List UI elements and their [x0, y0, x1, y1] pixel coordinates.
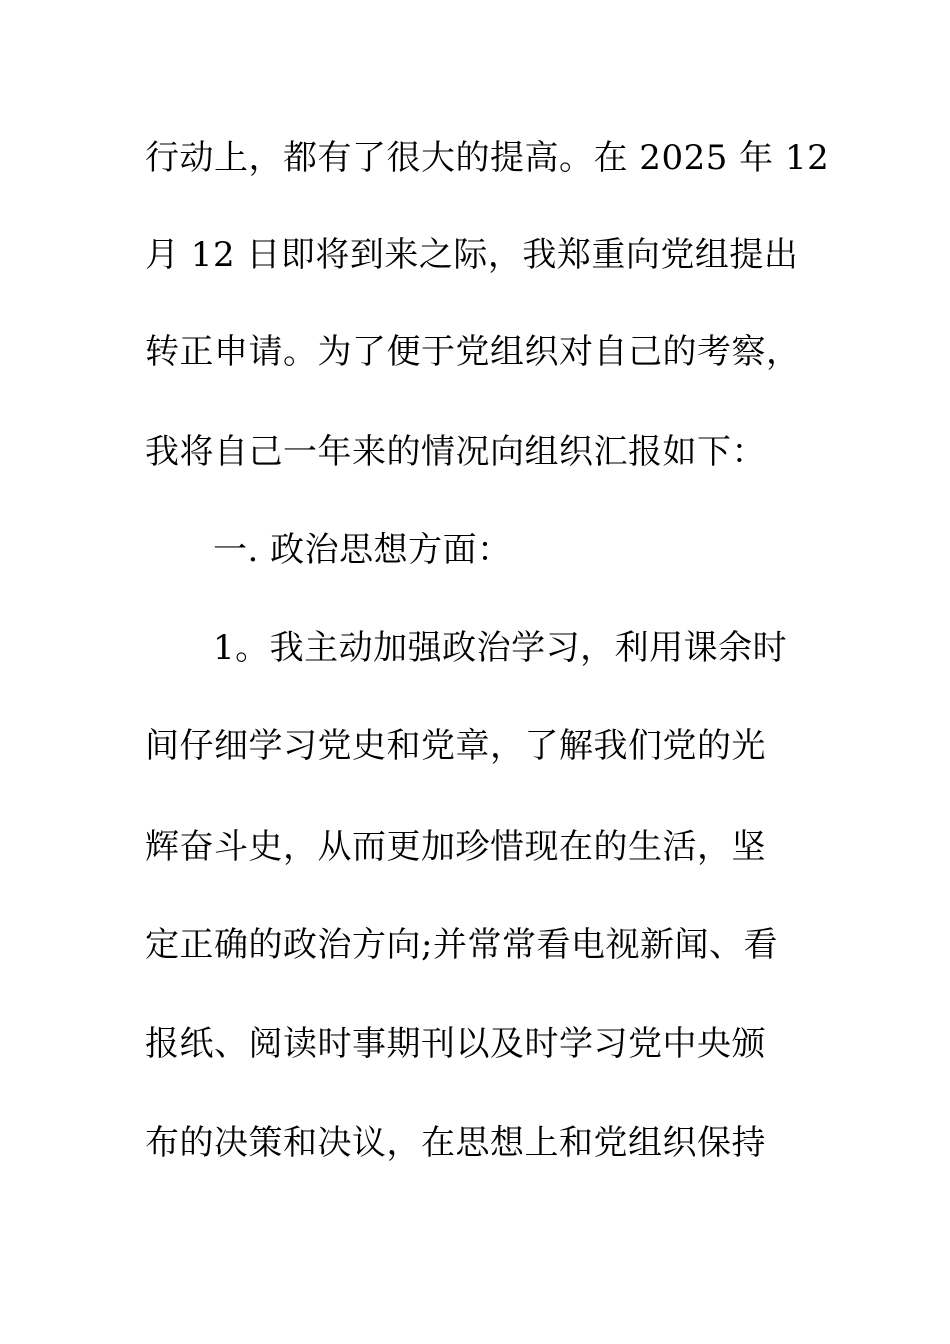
section-heading: 一. 政治思想方面：	[213, 530, 512, 570]
body-line-10: 报纸、阅读时事期刊以及时学习党中央颁	[145, 1024, 766, 1064]
body-line-6: 1。我主动加强政治学习，利用课余时	[213, 628, 788, 668]
body-line-1: 行动上，都有了很大的提高。在 2025 年 12	[145, 138, 830, 178]
body-line-11: 布的决策和决议，在思想上和党组织保持	[145, 1123, 766, 1163]
body-line-8: 辉奋斗史，从而更加珍惜现在的生活，坚	[145, 827, 766, 867]
body-line-2: 月 12 日即将到来之际，我郑重向党组提出	[145, 235, 799, 275]
body-line-7: 间仔细学习党史和党章，了解我们党的光	[145, 726, 766, 766]
body-line-9: 定正确的政治方向;并常常看电视新闻、看	[145, 925, 778, 965]
body-line-4: 我将自己一年来的情况向组织汇报如下：	[145, 432, 766, 472]
body-line-3: 转正申请。为了便于党组织对自己的考察，	[145, 332, 801, 372]
